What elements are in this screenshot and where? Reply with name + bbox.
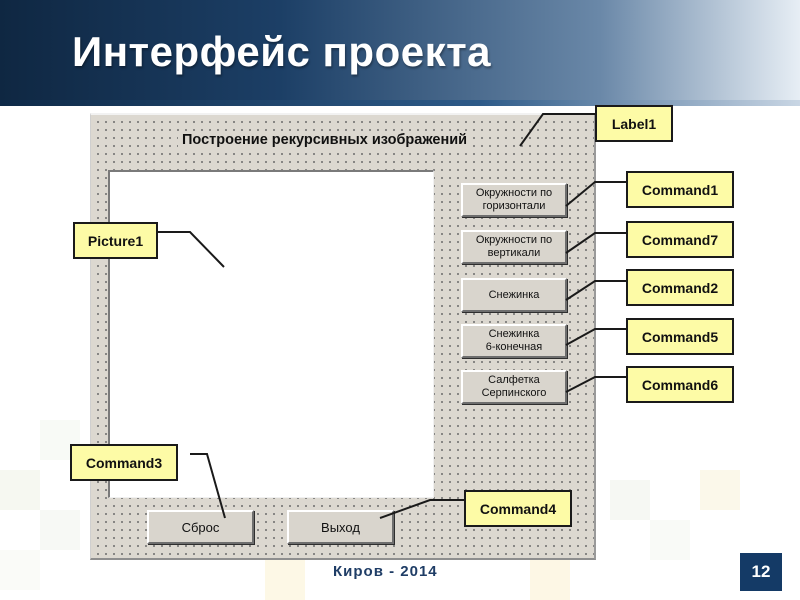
callout-command2: Command2	[626, 269, 734, 306]
reset-button-label: Сброс	[181, 519, 220, 535]
title-underline	[0, 100, 800, 106]
reset-button[interactable]	[147, 510, 254, 544]
command5-button-label: Снежинка 6-конечная	[485, 328, 543, 353]
command6-button-label: Салфетка Серпинского	[481, 374, 547, 399]
slide-title: Интерфейс проекта	[72, 28, 492, 75]
command1-button-label: Окружности по горизонтали	[475, 187, 553, 212]
callout-picture1: Picture1	[73, 222, 158, 259]
callout-command4: Command4	[464, 490, 572, 527]
callout-command1: Command1	[626, 171, 734, 208]
footer-text: Киров - 2014	[333, 563, 438, 580]
command2-button[interactable]	[461, 278, 567, 312]
command2-button-label: Снежинка	[488, 288, 540, 301]
page-number: 12	[740, 553, 782, 591]
callout-command5: Command5	[626, 318, 734, 355]
callout-command6: Command6	[626, 366, 734, 403]
label1: Построение рекурсивных изображений	[178, 132, 471, 148]
command6-button[interactable]	[461, 370, 567, 404]
exit-button[interactable]	[287, 510, 394, 544]
callout-command7: Command7	[626, 221, 734, 258]
exit-button-label: Выход	[321, 519, 360, 535]
callout-label1: Label1	[595, 105, 673, 142]
command7-button-label: Окружности по вертикали	[475, 234, 553, 259]
command1-button[interactable]	[461, 183, 567, 217]
command7-button[interactable]	[461, 230, 567, 264]
callout-command3: Command3	[70, 444, 178, 481]
command5-button[interactable]	[461, 324, 567, 358]
